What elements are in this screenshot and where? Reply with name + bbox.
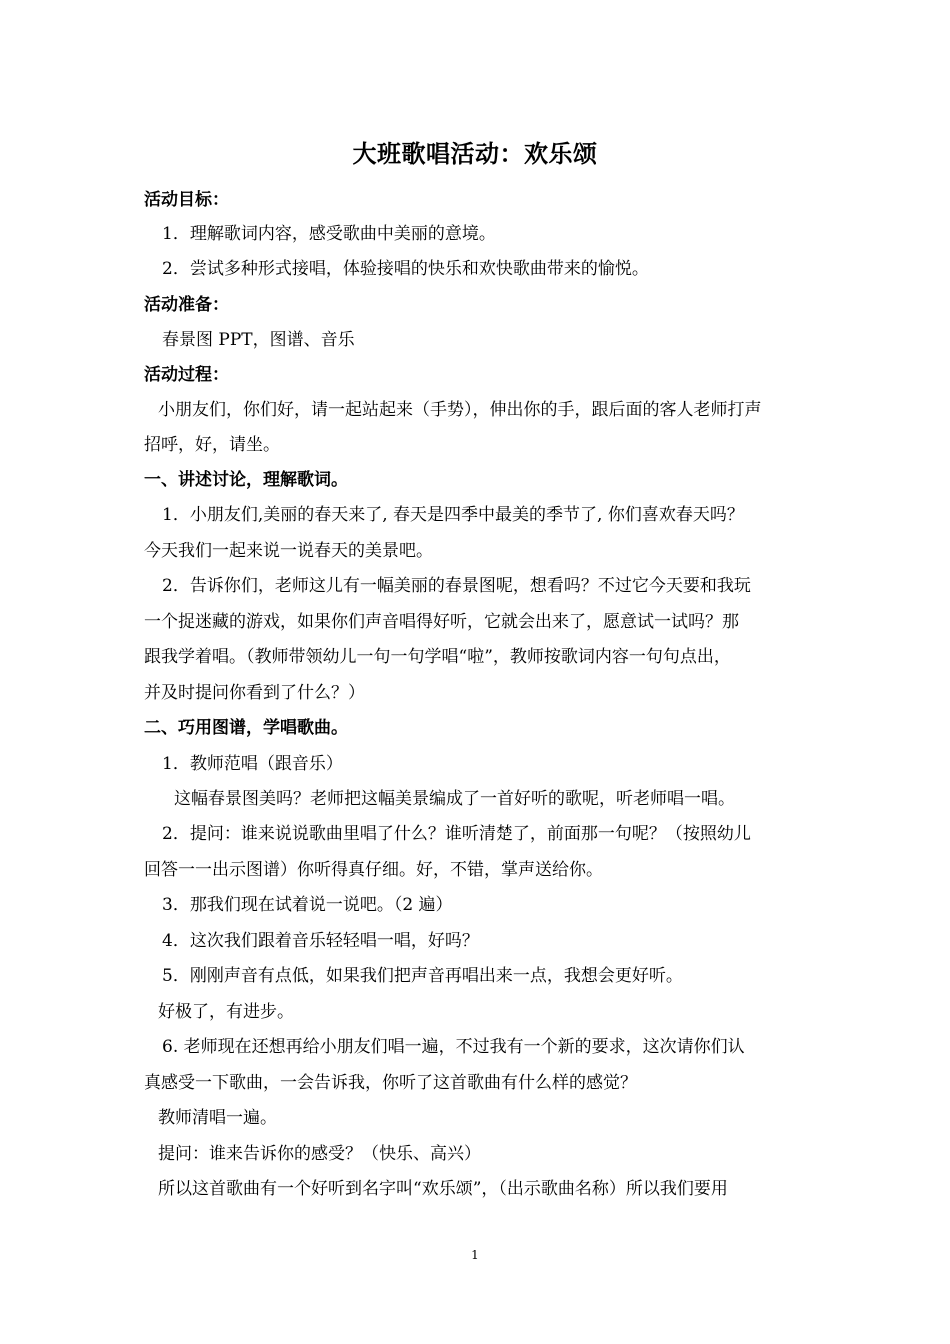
section-heading-preparation: 活动准备： — [144, 295, 229, 315]
paragraph-line: 3．那我们现在试着说一说吧。（2 遍） — [162, 895, 453, 915]
paragraph-line: 真感受一下歌曲，一会告诉我，你听了这首歌曲有什么样的感觉？ — [144, 1073, 637, 1093]
paragraph-line: 2．提问：谁来说说歌曲里唱了什么？谁听清楚了，前面那一句呢？（按照幼儿 — [162, 824, 751, 844]
paragraph-line: 1．教师范唱（跟音乐） — [162, 754, 343, 774]
paragraph-line: 并及时提问你看到了什么？） — [144, 683, 365, 703]
paragraph-line: 这幅春景图美吗？老师把这幅美景编成了一首好听的歌呢，听老师唱一唱。 — [174, 789, 735, 809]
paragraph-line: 2．尝试多种形式接唱，体验接唱的快乐和欢快歌曲带来的愉悦。 — [162, 259, 649, 279]
paragraph-line: 1．理解歌词内容，感受歌曲中美丽的意境。 — [162, 224, 496, 244]
paragraph-line: 一个捉迷藏的游戏，如果你们声音唱得好听，它就会出来了，愿意试一试吗？那 — [144, 612, 739, 632]
paragraph-line: 所以这首歌曲有一个好听到名字叫“欢乐颂”，（出示歌曲名称）所以我们要用 — [158, 1179, 728, 1199]
document-title: 大班歌唱活动：欢乐颂 — [352, 140, 598, 168]
paragraph-line: 6. 老师现在还想再给小朋友们唱一遍，不过我有一个新的要求，这次请你们认 — [162, 1037, 745, 1057]
page-number: 1 — [471, 1248, 479, 1262]
section-heading-goals: 活动目标： — [144, 190, 229, 210]
paragraph-line: 招呼，好，请坐。 — [144, 435, 280, 455]
part-heading-two: 二、巧用图谱，学唱歌曲。 — [144, 718, 348, 738]
section-heading-process: 活动过程： — [144, 365, 229, 385]
paragraph-line: 跟我学着唱。（教师带领幼儿一句一句学唱“啦”，教师按歌词内容一句句点出， — [144, 647, 731, 667]
paragraph-line: 1．小朋友们,美丽的春天来了, 春天是四季中最美的季节了, 你们喜欢春天吗？ — [162, 505, 744, 525]
paragraph-line: 春景图 PPT，图谱、音乐 — [162, 330, 355, 350]
paragraph-line: 回答一一出示图谱）你听得真仔细。好，不错，掌声送给你。 — [144, 860, 603, 880]
paragraph-line: 小朋友们，你们好，请一起站起来（手势），伸出你的手，跟后面的客人老师打声 — [158, 400, 762, 420]
paragraph-line: 今天我们一起来说一说春天的美景吧。 — [144, 541, 433, 561]
paragraph-line: 好极了，有进步。 — [158, 1002, 294, 1022]
part-heading-one: 一、讲述讨论，理解歌词。 — [144, 470, 348, 490]
paragraph-line: 4．这次我们跟着音乐轻轻唱一唱，好吗？ — [162, 931, 479, 951]
paragraph-line: 提问：谁来告诉你的感受？（快乐、高兴） — [158, 1144, 481, 1164]
paragraph-line: 教师清唱一遍。 — [158, 1108, 277, 1128]
paragraph-line: 2．告诉你们，老师这儿有一幅美丽的春景图呢，想看吗？不过它今天要和我玩 — [162, 576, 751, 596]
paragraph-line: 5．刚刚声音有点低，如果我们把声音再唱出来一点，我想会更好听。 — [162, 966, 683, 986]
